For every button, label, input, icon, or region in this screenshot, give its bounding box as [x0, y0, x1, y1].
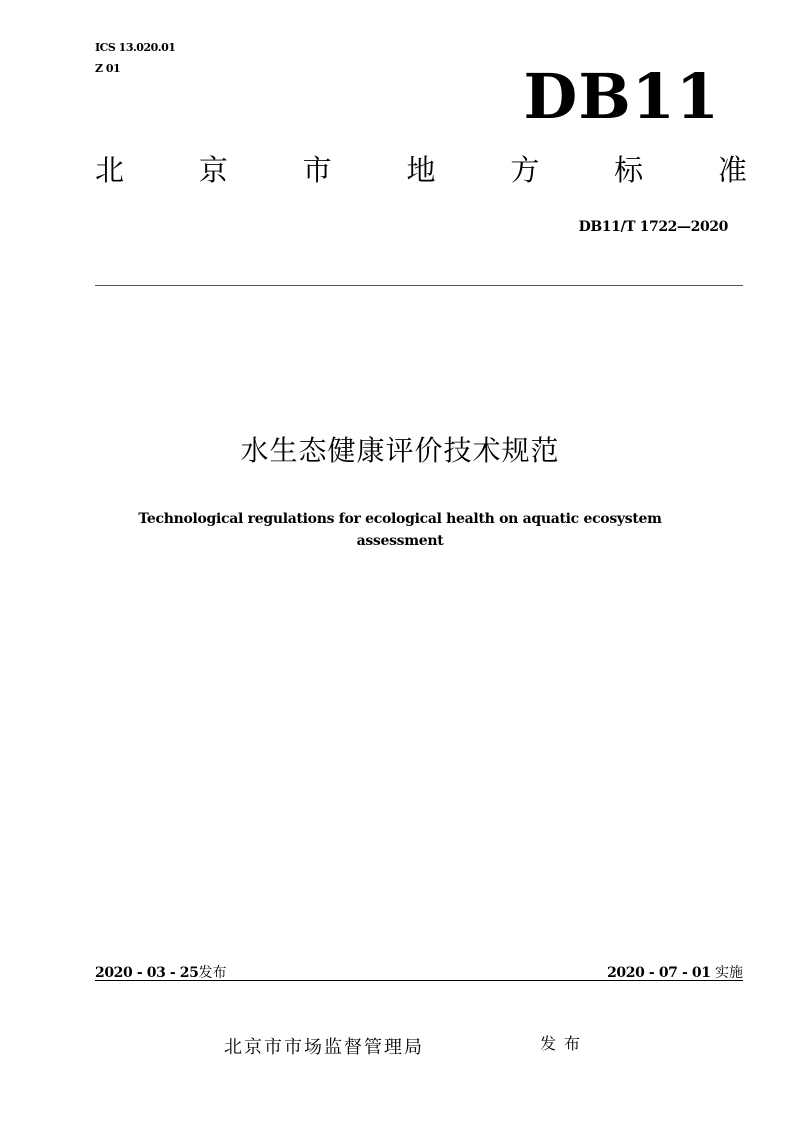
document-title-en	[70, 508, 730, 552]
type-title-char: 京	[198, 153, 228, 187]
title-en-line-2: assessment	[356, 533, 444, 549]
type-title-char: 市	[302, 153, 332, 187]
title-en-line-1: Technological regulations for ecological health on aquatic ecosystem	[138, 511, 662, 527]
ics-code: ICS 13.020.01	[95, 41, 176, 54]
standard-number: DB11/T 1722—2020	[578, 219, 728, 235]
classification-code: Z 01	[95, 62, 121, 75]
publish-date: 2020 - 03 - 25	[95, 965, 199, 981]
type-title-char: 准	[717, 153, 747, 187]
implement-date: 2020 - 07 - 01	[607, 965, 711, 981]
type-title-char: 地	[406, 153, 436, 187]
issuing-action: 发布	[540, 1034, 589, 1053]
publish-date-row	[95, 962, 226, 982]
publish-label: 发布	[198, 965, 227, 981]
implement-date-row	[607, 962, 743, 982]
issuing-authority: 北京市市场监督管理局	[224, 1037, 424, 1058]
type-title-char: 北	[95, 153, 125, 187]
type-title-char: 方	[510, 153, 540, 187]
standard-code-large: DB11	[523, 60, 720, 133]
implement-label: 实施	[715, 965, 743, 981]
footer-divider	[95, 980, 743, 981]
document-title-zh: 水生态健康评价技术规范	[240, 434, 560, 467]
type-title-char: 标	[614, 153, 644, 187]
standard-type-title	[95, 153, 747, 187]
header-divider	[95, 285, 743, 286]
